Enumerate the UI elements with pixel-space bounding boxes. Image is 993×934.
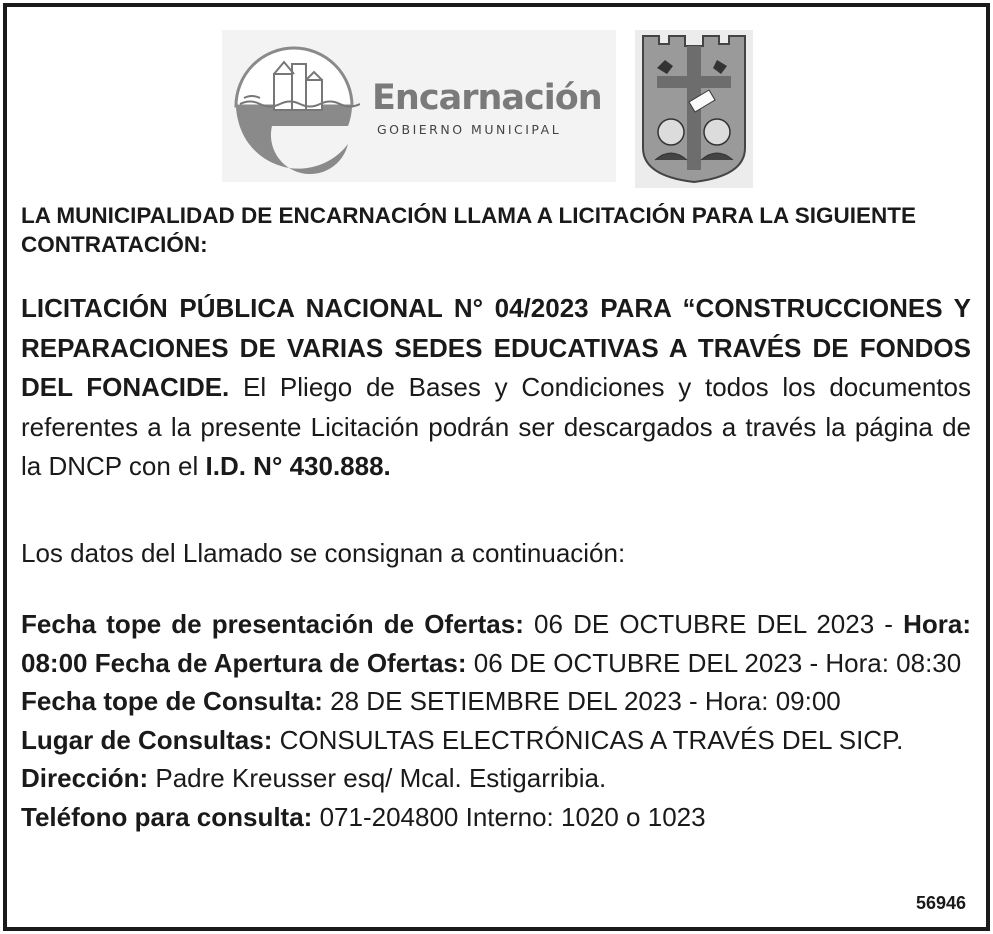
opening-label: Fecha de Apertura de Ofertas: [87, 647, 467, 678]
consulta-value: 28 DE SETIEMBRE DEL 2023 - Hora: 09:00 [322, 686, 841, 716]
ad-code: 56946 [916, 893, 967, 913]
direccion-label: Dirección: [21, 763, 149, 793]
opening-value: 06 DE OCTUBRE DEL 2023 - Hora: 08:30 [466, 647, 962, 678]
consulta-label: Fecha tope de Consulta: [21, 686, 323, 716]
consulta-paragraph [21, 682, 971, 721]
telefono-value: 071-204800 Interno: 1020 o 1023 [312, 801, 706, 832]
lugar-value: CONSULTAS ELECTRÓNICAS A TRAVÉS DEL SICP. [272, 724, 904, 755]
datos-line: Los datos del Llamado se consignan a continuación: [21, 538, 626, 568]
tender-title: LICITACIÓN PÚBLICA NACIONAL N° 04/2023 PARA “CONSTRUCCIONES Y REPARACIONES DE VARIAS SEDES EDUCATIVAS A TRAVÉS DE FONDOS DEL FONACIDE. [21, 293, 971, 402]
brand-name: Encarnación [372, 78, 602, 118]
lugar-paragraph [21, 721, 971, 760]
tender-description [21, 289, 971, 487]
municipal-e-logo-icon [230, 40, 360, 175]
tender-details [21, 605, 971, 836]
telefono-label: Teléfono para consulta: [21, 801, 313, 832]
tender-id: I.D. N° 430.888. [205, 451, 391, 481]
municipality-logo [222, 30, 616, 182]
direccion-value: Padre Kreusser esq/ Mcal. Estigarribia. [148, 763, 607, 793]
direccion-paragraph [21, 759, 971, 798]
lugar-label: Lugar de Consultas: [21, 724, 273, 755]
tender-body-text: El Pliego de Bases y Condiciones y todos los documentos referentes a la presente Licitación podrán ser descargados a través la página de la DNCP con el [21, 372, 971, 481]
deadline-label: Fecha tope de presentación de Ofertas: [21, 609, 524, 639]
telefono-paragraph [21, 798, 971, 837]
dash: - [884, 609, 904, 639]
dates-paragraph [21, 605, 971, 682]
brand-subtitle: GOBIERNO MUNICIPAL [377, 122, 562, 137]
intro-heading: LA MUNICIPALIDAD DE ENCARNACIÓN LLAMA A LICITACIÓN PARA LA SIGUIENTE CONTRATACIÓN: [21, 203, 916, 257]
coat-of-arms-icon [635, 30, 753, 188]
header-logos [222, 30, 757, 188]
deadline-value: 06 DE OCTUBRE DEL 2023 [523, 609, 885, 639]
deadline-hour: Hora: 08:00 [21, 609, 971, 678]
